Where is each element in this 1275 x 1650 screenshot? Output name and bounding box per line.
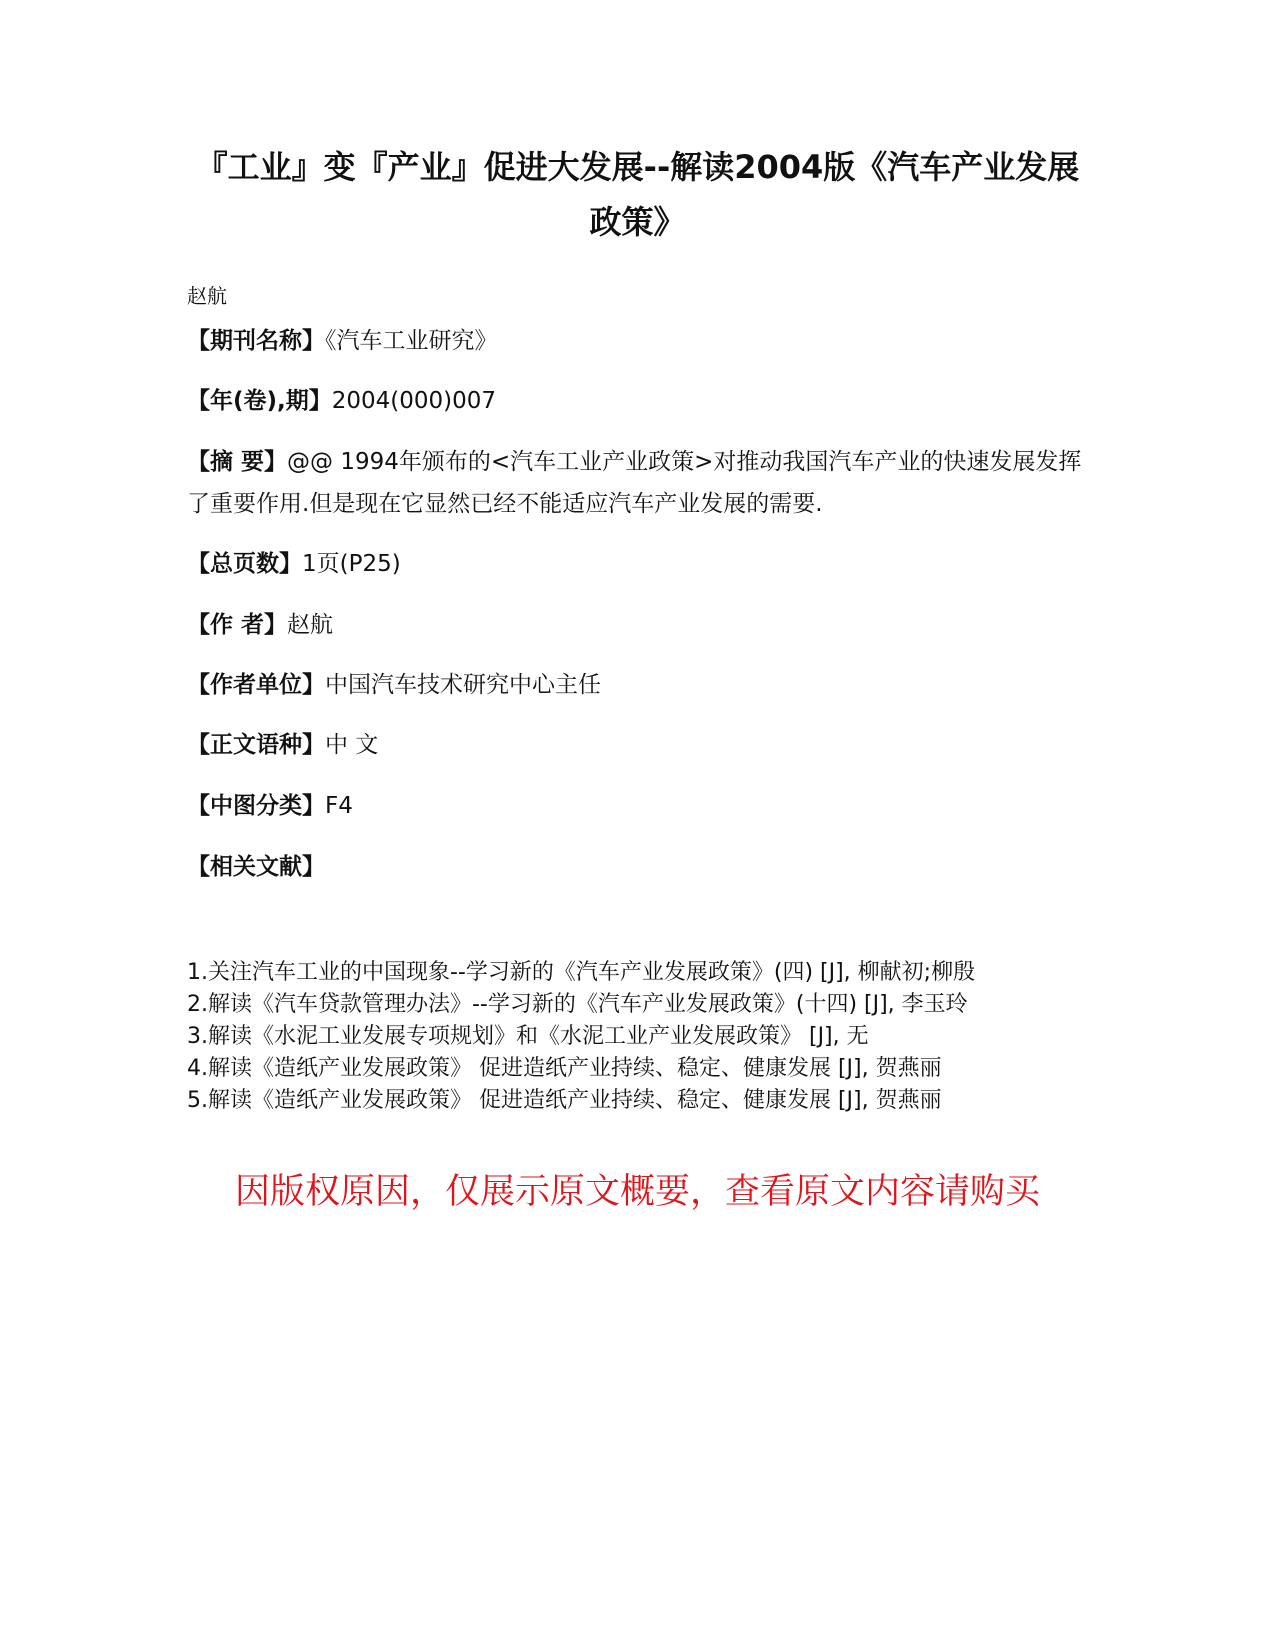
field-abstract [187,441,1087,525]
field-journal-value: 《汽车工业研究》 [325,328,498,354]
field-abstract-label: 【摘 要】 [187,449,288,475]
field-issue-label: 【年(卷),期】 [187,388,332,414]
field-authors-value: 赵航 [287,612,334,638]
field-related-label: 【相关文献】 [187,854,325,880]
field-classification-label: 【中图分类】 [187,793,325,819]
field-pages-value: 1页(P25) [302,551,401,577]
field-language-label: 【正文语种】 [187,732,325,758]
field-affiliation-label: 【作者单位】 [187,672,325,698]
reference-item: 5.解读《造纸产业发展政策》 促进造纸产业持续、稳定、健康发展 [J], 贺燕丽 [187,1088,942,1113]
field-issue [187,380,1087,422]
reference-item: 2.解读《汽车贷款管理办法》--学习新的《汽车产业发展政策》(十四) [J], 李玉玲 [187,992,968,1017]
field-authors [187,604,1087,646]
field-authors-label: 【作 者】 [187,612,288,638]
field-classification [187,785,1087,827]
field-journal [187,320,1087,362]
field-issue-value: 2004(000)007 [331,388,497,414]
field-language [187,724,1087,766]
field-journal-label: 【期刊名称】 [187,328,325,354]
reference-item: 3.解读《水泥工业发展专项规划》和《水泥工业产业发展政策》 [J], 无 [187,1024,869,1049]
field-abstract-value: @@ 1994年颁布的<汽车工业产业政策>对推动我国汽车产业的快速发展发挥了重要作用.但是现在它显然已经不能适应汽车产业发展的需要. [187,449,1082,517]
field-classification-value: F4 [325,793,353,819]
references-list [187,957,1087,1117]
reference-item: 1.关注汽车工业的中国现象--学习新的《汽车产业发展政策》(四) [J], 柳献初;柳殷 [187,960,976,985]
field-pages-label: 【总页数】 [187,551,302,577]
field-affiliation [187,664,1087,706]
field-affiliation-value: 中国汽车技术研究中心主任 [325,672,601,698]
author-name: 赵航 [187,284,227,308]
document-title: 『工业』变『产业』促进大发展--解读2004版《汽车产业发展政策》 [195,148,1080,241]
reference-item: 4.解读《造纸产业发展政策》 促进造纸产业持续、稳定、健康发展 [J], 贺燕丽 [187,1056,942,1081]
field-pages [187,543,1087,585]
field-language-value: 中 文 [325,732,379,758]
copyright-notice: 因版权原因，仅展示原文概要，查看原文内容请购买 [234,1172,1040,1212]
field-related [187,846,1087,888]
